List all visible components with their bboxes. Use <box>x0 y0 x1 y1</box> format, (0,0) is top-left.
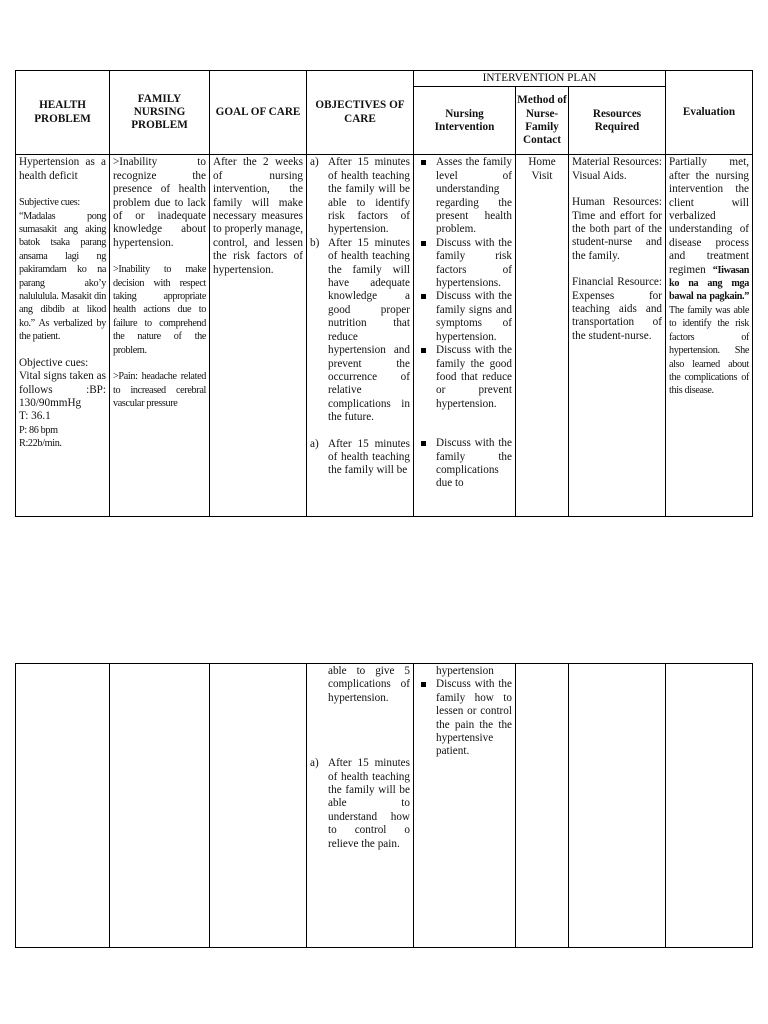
method-of-contact-cell <box>516 155 569 517</box>
objective-continuation: able to give 5 complications of hypertension. <box>328 665 410 704</box>
evaluation-cell-continued <box>666 664 753 948</box>
square-bullet-icon <box>421 682 426 687</box>
square-bullet-icon <box>421 160 426 165</box>
problem-item: >Pain: headache related to increased cerebral vascular pressure <box>113 371 206 409</box>
nursing-intervention-cell <box>414 155 516 517</box>
square-bullet-icon <box>421 348 426 353</box>
header-method-of-contact: Method of Nurse-Family Contact <box>516 87 569 155</box>
material-resources: Material Resources: Visual Aids. <box>572 156 663 182</box>
goal-of-care-cell-continued <box>210 664 307 948</box>
evaluation-text: Partially met, after the nursing intervention the client will verbalized understanding of disease process and treatment regimen “Iiwasan ko na ang mga bawal na pagkain.” The family was able to identify the risk factors of hypertension. She also learned about the complications of this disease. <box>669 156 750 397</box>
header-nursing-intervention: Nursing Intervention <box>414 87 516 155</box>
care-plan-table-page-1 <box>15 70 753 517</box>
square-bullet-icon <box>421 441 426 446</box>
vital-respiration: R:22b/min. <box>19 438 62 450</box>
objective-cues-label: Objective cues: <box>19 356 89 369</box>
vital-pulse: P: 86 bpm <box>19 424 58 436</box>
intervention-item: Discuss with the family risk factors of hypertensions. <box>417 237 512 291</box>
objective-item: a) After 15 minutes of health teaching the family will be able to understand how to control o relieve the pain. <box>310 757 410 850</box>
resources-cell-continued <box>569 664 666 948</box>
financial-resources: Financial Resource: Expenses for teaching aids and transportation of the student-nurse. <box>572 276 663 342</box>
objectives-cell <box>307 155 414 517</box>
evaluation-quote: “Iiwasan ko na ang mga bawal na pagkain.” <box>669 264 750 303</box>
health-problem-title: Hypertension as a health deficit <box>19 156 106 182</box>
intervention-item: Discuss with the family how to lessen or control the pain the the hypertensive patient. <box>417 678 512 758</box>
square-bullet-icon <box>421 241 426 246</box>
header-family-nursing-problem: FAMILY NURSING PROBLEM <box>110 71 210 155</box>
subjective-cues-label: Subjective cues: <box>19 197 80 209</box>
header-evaluation: Evaluation <box>666 71 753 155</box>
health-problem-cell <box>16 155 110 517</box>
objective-item: a) After 15 minutes of health teaching the family will be able to identify risk factors of hypertension. <box>310 156 410 236</box>
square-bullet-icon <box>421 294 426 299</box>
resources-cell <box>569 155 666 517</box>
header-goal-of-care: GOAL OF CARE <box>210 71 307 155</box>
health-problem-cell-continued <box>16 664 110 948</box>
evaluation-cell <box>666 155 753 517</box>
goal-of-care-cell <box>210 155 307 517</box>
header-health-problem: HEALTH PROBLEM <box>16 71 110 155</box>
goal-of-care-text: After the 2 weeks of nursing intervention, the family will make necessary measures to properly manage, control, and lessen the risk factors of hypertension. <box>213 156 303 276</box>
objective-item: a) After 15 minutes of health teaching the family will be <box>310 437 410 477</box>
method-of-contact-text: Home Visit <box>528 156 556 182</box>
intervention-item: Discuss with the family the good food that reduce or prevent hypertension. <box>417 344 512 411</box>
evaluation-result: The family was able to identify the risk factors of hypertension. She also learned about the complications of this disease. <box>669 304 750 397</box>
objectives-cell-continued <box>307 664 414 948</box>
family-nursing-problem-cell <box>110 155 210 517</box>
intervention-item: Discuss with the family the complications due to <box>417 437 512 491</box>
vital-temperature: T: 36.1 <box>19 410 51 423</box>
method-of-contact-cell-continued <box>516 664 569 948</box>
intervention-continuation: hypertension <box>436 665 494 677</box>
header-resources-required: Resources Required <box>569 87 666 155</box>
header-intervention-plan: INTERVENTION PLAN <box>414 71 666 87</box>
intervention-item: Discuss with the family signs and symptoms of hypertension. <box>417 290 512 344</box>
intervention-item: Asses the family level of understanding regarding the present health problem. <box>417 156 512 236</box>
problem-item: >Inability to recognize the presence of health problem due to lack of or inadequate knowledge about hypertension. <box>113 156 206 249</box>
subjective-cues-quote: “Madalas pong sumasakit ang aking batok tsaka parang ansama lagi ng pakiramdam ko na parang ako’y nalululula. Masakit din ang dibdib at likod ko.” As verbalized by the patient. <box>19 210 106 343</box>
family-nursing-problem-cell-continued <box>110 664 210 948</box>
care-plan-table-page-2 <box>15 663 753 948</box>
objective-cues-text: Vital signs taken as follows :BP: 130/90mmHg <box>19 370 106 409</box>
objective-item: b) After 15 minutes of health teaching the family will have adequate knowledge a good proper nutrition that reduce hypertension and prevent the occurrence of relative complications in the future. <box>310 236 410 424</box>
human-resources: Human Resources: Time and effort for the both part of the student-nurse and the family. <box>572 196 663 262</box>
header-objectives-of-care: OBJECTIVES OF CARE <box>307 71 414 155</box>
nursing-intervention-cell-continued <box>414 664 516 948</box>
problem-item: >Inability to make decision with respect taking appropriate health actions due to failure to comprehend the nature of the problem. <box>113 264 206 356</box>
